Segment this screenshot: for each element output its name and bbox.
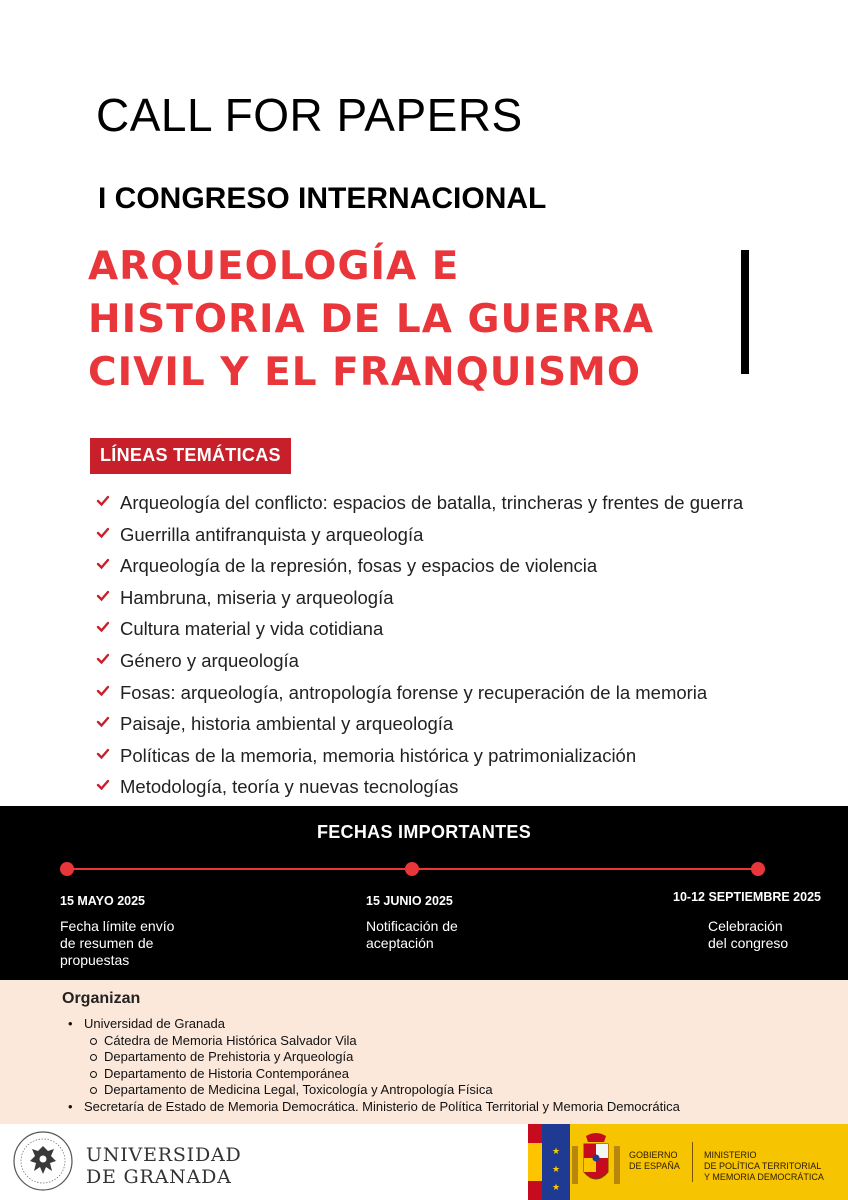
topic-text: Hambruna, miseria y arqueología — [120, 586, 394, 608]
fechas-title: FECHAS IMPORTANTES — [316, 822, 532, 842]
organizer-item: • Secretaría de Estado de Memoria Democrática. Ministerio de Política Territorial y Memoria Democrática — [84, 1099, 680, 1116]
lineas-tematicas-label: LÍNEAS TEMÁTICAS — [90, 438, 291, 474]
milestone-desc-line: Fecha límite envío — [60, 918, 175, 934]
milestone-desc-line: del congreso — [708, 935, 789, 951]
check-icon — [96, 494, 110, 508]
milestone-desc-line: aceptación — [366, 935, 434, 951]
list-item — [96, 616, 743, 648]
topic-text: Metodología, teoría y nuevas tecnologías — [120, 776, 459, 798]
timeline-dot — [751, 862, 765, 876]
check-icon — [96, 778, 110, 792]
spain-flag-icon — [528, 1124, 542, 1200]
gobierno-line: DE ESPAÑA — [629, 1161, 680, 1171]
congress-title-line: CIVIL Y EL FRANQUISMO — [88, 350, 642, 395]
check-icon — [96, 589, 110, 603]
gobierno-line: GOBIERNO — [629, 1150, 678, 1160]
topic-text: Arqueología de la represión, fosas y espacios de violencia — [120, 555, 598, 577]
timeline-dot — [405, 862, 419, 876]
check-icon — [96, 620, 110, 634]
logo-divider — [692, 1142, 693, 1182]
organizers-list — [84, 1016, 680, 1116]
topic-text: Paisaje, historia ambiental y arqueología — [120, 713, 454, 735]
milestone-desc-line: Celebración — [708, 918, 783, 934]
organizer-subitem: Departamento de Medicina Legal, Toxicología y Antropología Física — [84, 1082, 680, 1099]
milestone-description — [60, 918, 210, 969]
ugr-seal-icon — [12, 1130, 74, 1192]
ugr-wordmark-line: DE GRANADA — [86, 1166, 232, 1188]
ugr-wordmark-line: UNIVERSIDAD — [86, 1144, 242, 1166]
gobierno-text — [629, 1150, 680, 1172]
milestone-date: 15 MAYO 2025 — [60, 894, 146, 908]
milestone-desc-line: Notificación de — [366, 918, 458, 934]
organizer-subitem: Departamento de Prehistoria y Arqueología — [84, 1049, 680, 1066]
check-icon — [96, 684, 110, 698]
ministerio-line: MINISTERIO — [704, 1150, 757, 1160]
ministerio-line: DE POLÍTICA TERRITORIAL — [704, 1161, 822, 1171]
svg-text:★: ★ — [551, 1182, 561, 1192]
list-item — [96, 711, 743, 743]
fechas-importantes-section — [0, 806, 848, 980]
timeline-dot — [60, 862, 74, 876]
ministerio-line: Y MEMORIA DEMOCRÁTICA — [704, 1172, 824, 1182]
list-item — [96, 522, 743, 554]
organizer-subitem: Cátedra de Memoria Histórica Salvador Vila — [84, 1033, 680, 1050]
ugr-wordmark — [86, 1144, 242, 1188]
milestone-date: 10-12 SEPTIEMBRE 2025 — [673, 890, 821, 904]
call-for-papers-heading: CALL FOR PAPERS — [96, 89, 523, 141]
gobierno-ministerio-logo — [528, 1124, 848, 1200]
check-icon — [96, 652, 110, 666]
list-item — [96, 553, 743, 585]
check-icon — [96, 557, 110, 571]
milestone-description — [366, 918, 516, 952]
congress-title-line: HISTORIA DE LA GUERRA — [88, 297, 655, 342]
topic-text: Arqueología del conflicto: espacios de batalla, trincheras y frentes de guerra — [120, 492, 744, 513]
organizer-subitem: Departamento de Historia Contemporánea — [84, 1066, 680, 1083]
list-item — [96, 648, 743, 680]
coat-of-arms-icon — [568, 1132, 624, 1194]
milestone-desc-line: de resumen de — [60, 935, 154, 951]
ministerio-text — [704, 1150, 824, 1183]
topic-text: Cultura material y vida cotidiana — [120, 618, 384, 640]
vertical-accent-bar — [741, 250, 749, 374]
topics-list — [96, 490, 743, 806]
congress-title — [88, 240, 654, 399]
congreso-subtitle: I CONGRESO INTERNACIONAL — [98, 182, 547, 215]
list-item — [96, 743, 743, 775]
organizan-title: Organizan — [62, 990, 141, 1007]
svg-text:★: ★ — [551, 1164, 561, 1174]
check-icon — [96, 715, 110, 729]
milestone-description — [708, 918, 828, 952]
list-item — [96, 680, 743, 712]
topic-text: Fosas: arqueología, antropología forense y recuperación de la memoria — [120, 681, 708, 703]
list-item — [96, 774, 743, 806]
check-icon — [96, 526, 110, 540]
topic-text: Género y arqueología — [120, 649, 299, 671]
svg-text:★: ★ — [551, 1146, 561, 1156]
congress-title-line: ARQUEOLOGÍA E — [88, 244, 460, 289]
eu-stars-icon — [542, 1124, 570, 1200]
milestone-date: 15 JUNIO 2025 — [366, 894, 453, 908]
organizer-item: • Universidad de Granada — [84, 1016, 680, 1033]
milestone-desc-line: propuestas — [60, 952, 130, 968]
topic-text: Políticas de la memoria, memoria histórica y patrimonialización — [120, 744, 637, 766]
organizan-section — [0, 980, 848, 1124]
list-item — [96, 585, 743, 617]
check-icon — [96, 747, 110, 761]
topic-text: Guerrilla antifranquista y arqueología — [120, 523, 424, 545]
list-item — [96, 490, 743, 522]
